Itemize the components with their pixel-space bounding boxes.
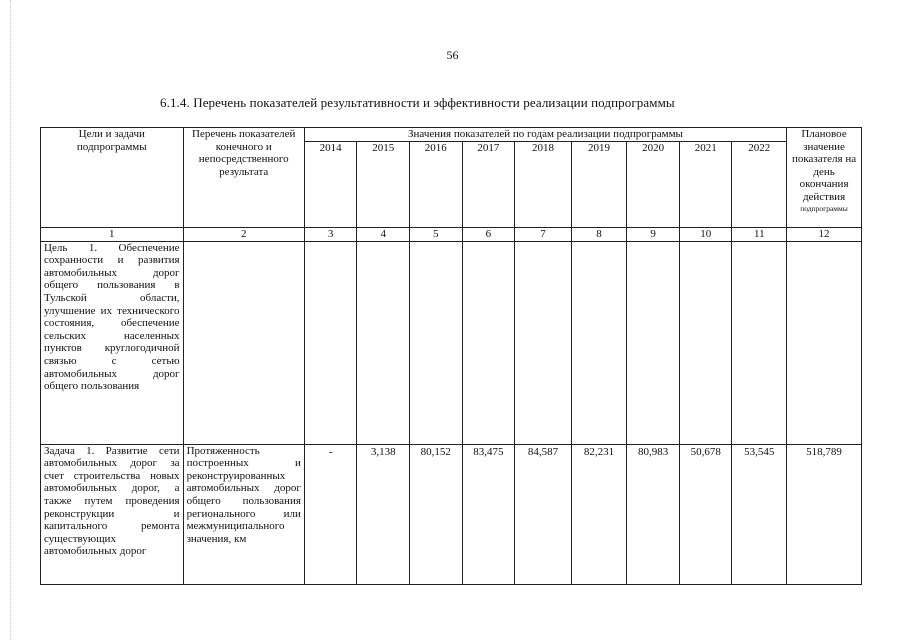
- column-number: 1: [41, 228, 184, 242]
- header-year: 2015: [357, 142, 410, 228]
- header-year: 2020: [627, 142, 680, 228]
- value-cell: 53,545: [732, 444, 787, 584]
- value-cell: [679, 241, 732, 444]
- header-row-1: [41, 128, 862, 142]
- header-planned-small: подпрограммы: [800, 203, 848, 213]
- goal-cell: Цель 1. Обеспечение сохранности и развития автомобильных дорог общего пользования в Тульской области, улучшение их технического состояния, обеспечение сельских населенных пунктов круглогодичной связью с сетью автомобильных дорог общего пользования: [41, 241, 184, 444]
- task-cell: Задача 1. Развитие сети автомобильных дорог за счет строительства новых автомобильных дорог, а также путем проведения реконструкции и капитального ремонта существующих автомобильных дорог: [41, 444, 184, 584]
- value-cell: 84,587: [515, 444, 572, 584]
- column-number: 7: [515, 228, 572, 242]
- header-indicators: Перечень показателей конечного и непосредственного результата: [183, 128, 304, 228]
- column-number: 10: [679, 228, 732, 242]
- column-number: 4: [357, 228, 410, 242]
- value-cell: [627, 241, 680, 444]
- section-title: 6.1.4. Перечень показателей результативности и эффективности реализации подпрограммы: [160, 95, 675, 110]
- value-cell: [357, 241, 410, 444]
- header-year: 2014: [304, 142, 357, 228]
- planned-cell: 518,789: [787, 444, 862, 584]
- planned-cell: [787, 241, 862, 444]
- header-year: 2016: [410, 142, 463, 228]
- header-planned: [787, 128, 862, 228]
- indicator-cell: [183, 241, 304, 444]
- header-year: 2017: [462, 142, 515, 228]
- value-cell: 80,152: [410, 444, 463, 584]
- table-row-goal: [41, 241, 862, 444]
- value-cell: [410, 241, 463, 444]
- value-cell: [732, 241, 787, 444]
- indicators-table: [40, 127, 862, 585]
- value-cell: 82,231: [571, 444, 627, 584]
- page-number: 56: [446, 48, 459, 62]
- scan-edge-line: [10, 0, 12, 640]
- value-cell: 83,475: [462, 444, 515, 584]
- header-goals: Цели и задачи подпрограммы: [41, 128, 184, 228]
- column-number: 9: [627, 228, 680, 242]
- value-cell: 3,138: [357, 444, 410, 584]
- column-number: 8: [571, 228, 627, 242]
- value-cell: [515, 241, 572, 444]
- column-number: 2: [183, 228, 304, 242]
- header-years-group: Значения показателей по годам реализации подпрограммы: [304, 128, 786, 142]
- value-cell: 80,983: [627, 444, 680, 584]
- column-number: 12: [787, 228, 862, 242]
- value-cell: 50,678: [679, 444, 732, 584]
- column-number: 3: [304, 228, 357, 242]
- value-cell: [304, 241, 357, 444]
- header-year: 2019: [571, 142, 627, 228]
- indicator-cell: Протяженность построенных и реконструированных автомобильных дорог общего пользования регионального или межмуниципального значения, км: [183, 444, 304, 584]
- column-number: 5: [410, 228, 463, 242]
- header-year: 2018: [515, 142, 572, 228]
- header-year: 2021: [679, 142, 732, 228]
- table-row-task: [41, 444, 862, 584]
- column-number-row: [41, 228, 862, 242]
- value-cell: [462, 241, 515, 444]
- column-number: 6: [462, 228, 515, 242]
- header-year: 2022: [732, 142, 787, 228]
- value-cell: [571, 241, 627, 444]
- column-number: 11: [732, 228, 787, 242]
- header-planned-text: Плановое значение показателя на день окончания действия: [791, 128, 857, 203]
- value-cell: -: [304, 444, 357, 584]
